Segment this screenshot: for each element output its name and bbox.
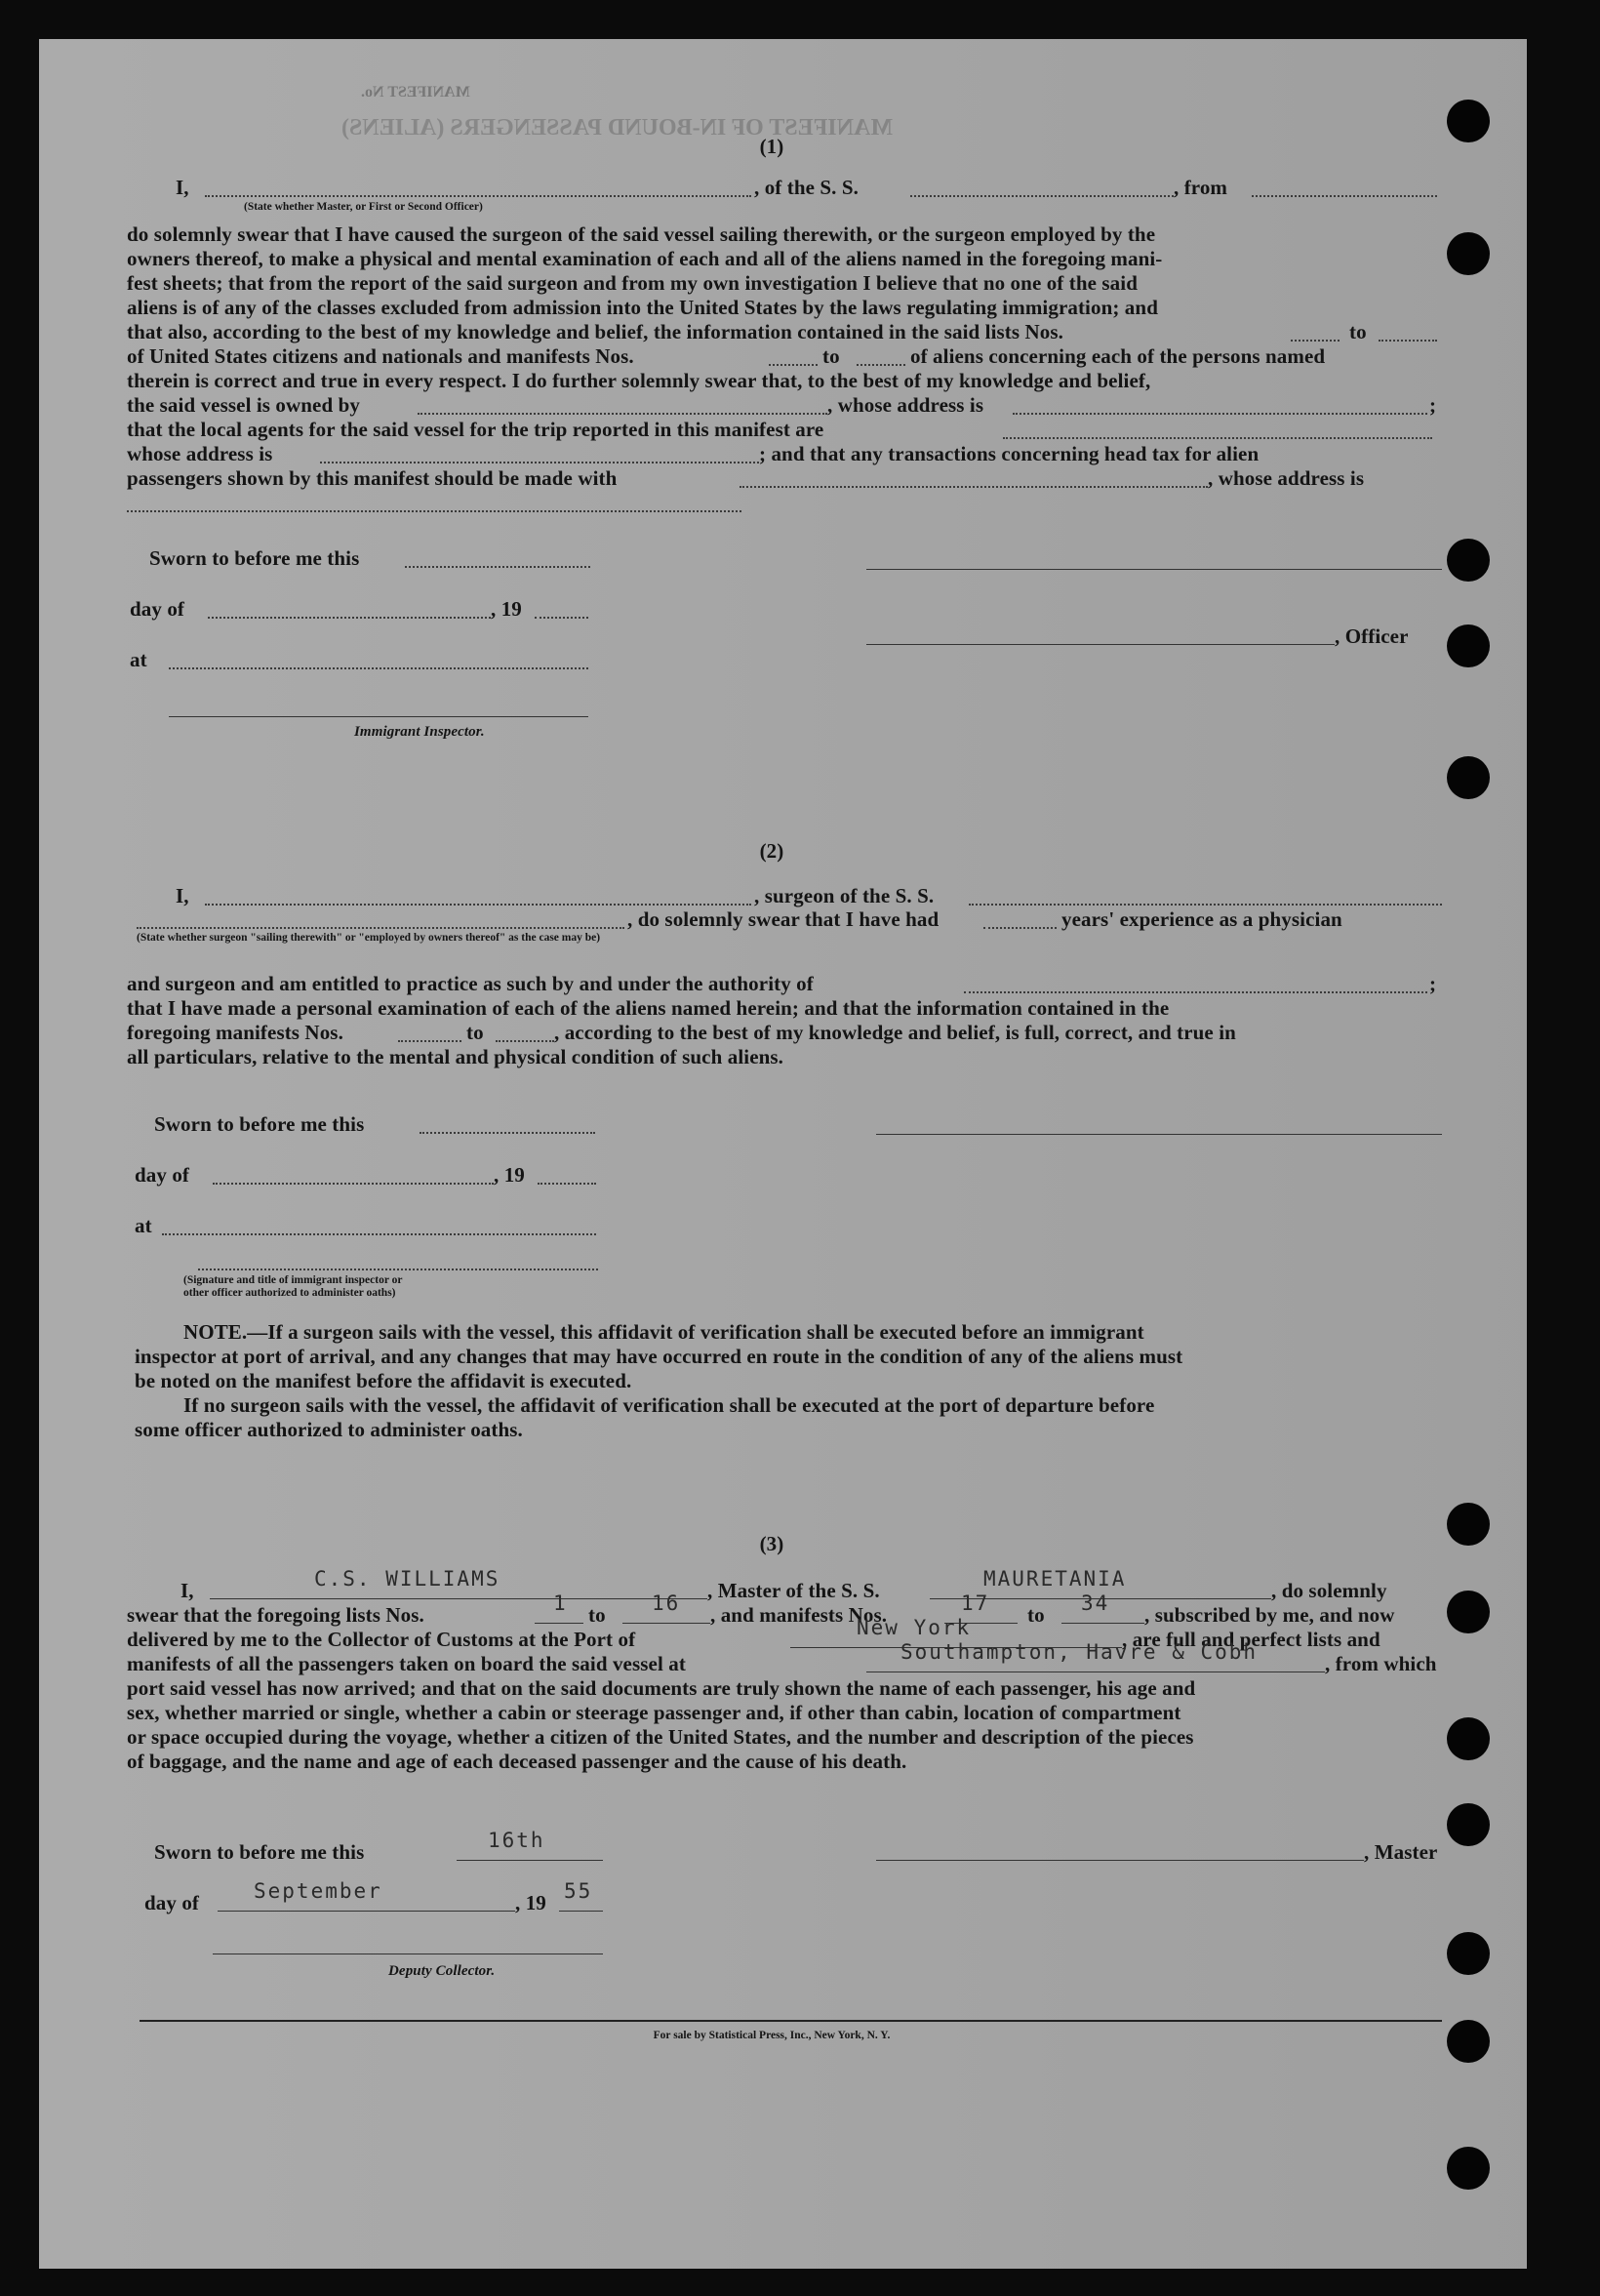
s2-signature-hint: other officer authorized to administer oaths) (183, 1287, 396, 1299)
s2-manifests-from-field[interactable] (398, 1040, 461, 1042)
s2-surgeon-signature-line[interactable] (876, 1134, 1442, 1135)
punch-hole (1447, 1591, 1490, 1633)
s3-ports-from: Southampton, Havre & Cobh (900, 1640, 1259, 1664)
s2-surgeon-of-label: , surgeon of the S. S. (754, 884, 935, 907)
s2-note-line: some officer authorized to administer oaths. (135, 1418, 523, 1441)
s3-boarded-label: manifests of all the passengers taken on board the said vessel at (127, 1652, 686, 1675)
s2-note-line: If no surgeon sails with the vessel, the affidavit of verification shall be executed at the port of departure before (183, 1393, 1155, 1417)
s1-lists-to-label: to (1349, 320, 1367, 343)
s2-semicolon: ; (1429, 972, 1437, 995)
s2-surgeon-type-field[interactable] (137, 927, 624, 929)
s3-manifest-to: 34 (1081, 1591, 1110, 1615)
s2-sworn-field[interactable] (420, 1132, 595, 1134)
punch-hole (1447, 1932, 1490, 1975)
s1-from-field[interactable] (1252, 195, 1437, 197)
s1-manifests-line: of United States citizens and nationals and manifests Nos. (127, 344, 634, 368)
s2-years-label: years' experience as a physician (1061, 907, 1342, 931)
s1-lists-to-field[interactable] (1379, 340, 1437, 342)
s2-year-field[interactable] (538, 1183, 596, 1185)
s2-day-field[interactable] (213, 1183, 494, 1185)
footer-rule (140, 2020, 1442, 2022)
s2-note-line (183, 1320, 1144, 1344)
s3-list-to-field[interactable] (622, 1623, 710, 1624)
s1-body-line: therein is correct and true in every respect. I do further solemnly swear that, to the best of my knowledge and belief, (127, 369, 1151, 392)
s1-day-of-label: day of (130, 597, 185, 621)
s2-note-text: —If a surgeon sails with the vessel, this affidavit of verification shall be executed before an immigrant (247, 1320, 1144, 1344)
s1-officer-label: , Officer (1335, 624, 1409, 648)
s3-body-line: port said vessel has now arrived; and that on the said documents are truly shown the name of each passenger, his age and (127, 1676, 1196, 1700)
s1-lists-line: that also, according to the best of my knowledge and belief, the information contained in the said lists Nos. (127, 320, 1064, 343)
s2-years-field[interactable] (983, 927, 1057, 929)
punch-hole (1447, 1717, 1490, 1760)
s2-body-line: all particulars, relative to the mental and physical condition of such aliens. (127, 1045, 784, 1068)
s2-note-label: NOTE. (183, 1320, 248, 1344)
s3-port: New York (857, 1616, 972, 1639)
s3-master-name: C.S. WILLIAMS (314, 1567, 500, 1591)
s1-officer-line[interactable] (866, 644, 1335, 645)
s2-authority-label: and surgeon and am entitled to practice as such by and under the authority of (127, 972, 814, 995)
s1-agents-label: that the local agents for the said vessel for the trip reported in this manifest are (127, 418, 824, 441)
s3-body-line: or space occupied during the voyage, whether a citizen of the United States, and the number and description of the pieces (127, 1725, 1194, 1749)
s1-agent-address-field[interactable] (320, 462, 759, 463)
s1-owner-address-field[interactable] (1013, 413, 1427, 415)
s3-body-line: sex, whether married or single, whether a cabin or steerage passenger and, if other than cabin, location of compartment (127, 1701, 1181, 1724)
s3-month: September (254, 1879, 382, 1903)
s2-manifests-label: foregoing manifests Nos. (127, 1021, 343, 1044)
s2-manifests-to-field[interactable] (496, 1040, 554, 1042)
s2-at-label: at (135, 1214, 152, 1237)
s1-master-hint: (State whether Master, or First or Second Officer) (244, 201, 483, 213)
s3-subscribed-label: , subscribed by me, and now (1144, 1603, 1395, 1627)
s3-lists-label: swear that the foregoing lists Nos. (127, 1603, 424, 1627)
s3-manifests-label: , and manifests Nos. (710, 1603, 888, 1627)
s1-year-field[interactable] (535, 617, 588, 619)
s3-year: 55 (564, 1879, 593, 1903)
s1-lists-from-field[interactable] (1291, 340, 1340, 342)
s3-deputy-label: Deputy Collector. (388, 1963, 496, 1979)
s3-sworn-label: Sworn to before me this (154, 1840, 365, 1864)
s3-manifest-from: 17 (961, 1591, 990, 1615)
s1-owner-label: the said vessel is owned by (127, 393, 360, 417)
s1-vessel-field[interactable] (910, 195, 1174, 197)
s2-body-line: that I have made a personal examination of each of the aliens named herein; and that the information contained in the (127, 996, 1170, 1020)
s2-surgeon-name-field[interactable] (205, 904, 751, 906)
s1-headtax-address-label: , whose address is (1208, 466, 1365, 490)
s3-vessel-name: MAURETANIA (983, 1567, 1127, 1591)
s3-month-field[interactable] (218, 1911, 515, 1912)
s1-manifests-to-label: to (822, 344, 840, 368)
s1-headtax-label: ; and that any transactions concerning head tax for alien (759, 442, 1260, 465)
s1-headtax-with-label: passengers shown by this manifest should be made with (127, 466, 618, 490)
manifest-number-label: MANIFEST No. (361, 84, 470, 101)
s1-headtax-address-field[interactable] (127, 510, 741, 512)
s3-port-label: delivered by me to the Collector of Customs at the Port of (127, 1628, 636, 1651)
s1-at-field[interactable] (169, 667, 588, 669)
s3-do-solemnly-label: , do solemnly (1271, 1579, 1387, 1602)
s1-officer-signature-line[interactable] (866, 569, 1442, 570)
s3-list-to-label: to (588, 1603, 606, 1627)
s3-lists-perfect-label: , are full and perfect lists and (1122, 1628, 1380, 1651)
s1-sworn-field[interactable] (405, 566, 590, 568)
s3-body-line: of baggage, and the name and age of each deceased passenger and the cause of his death. (127, 1750, 907, 1773)
s3-sworn-day: 16th (488, 1829, 545, 1852)
s2-sworn-label: Sworn to before me this (154, 1112, 365, 1136)
s1-inspector-label: Immigrant Inspector. (354, 724, 485, 740)
s3-list-to: 16 (652, 1591, 681, 1615)
s3-master-signature-line[interactable] (876, 1860, 1364, 1861)
s1-manifests-from-field[interactable] (769, 364, 818, 366)
s2-day-of-label: day of (135, 1163, 190, 1187)
s2-i-label: I, (176, 884, 189, 907)
s1-body-line: do solemnly swear that I have caused the surgeon of the said vessel sailing therewith, or the surgeon employed by the (127, 222, 1156, 246)
s1-at-label: at (130, 648, 147, 671)
s2-note-line: be noted on the manifest before the affidavit is executed. (135, 1369, 632, 1392)
s1-owner-field[interactable] (418, 413, 827, 415)
s3-i-label: I, (180, 1579, 194, 1602)
s1-owner-address-label: , whose address is (827, 393, 984, 417)
punch-hole (1447, 756, 1490, 799)
s2-year-label: , 19 (494, 1163, 525, 1187)
s1-manifests-line-end: of aliens concerning each of the persons named (910, 344, 1326, 368)
s1-headtax-with-field[interactable] (740, 486, 1208, 488)
section-3-number: (3) (759, 1532, 784, 1555)
punch-hole (1447, 232, 1490, 275)
s3-day-of-label: day of (144, 1891, 200, 1914)
s2-signature-hint: (Signature and title of immigrant inspector or (183, 1274, 403, 1286)
s3-manifest-to-label: to (1027, 1603, 1045, 1627)
s1-sworn-label: Sworn to before me this (149, 546, 360, 570)
s3-master-of-label: , Master of the S. S. (707, 1579, 880, 1602)
punch-hole (1447, 624, 1490, 667)
s2-swear-label: , do solemnly swear that I have had (627, 907, 940, 931)
s3-list-from-field[interactable] (535, 1623, 583, 1624)
s1-day-field[interactable] (208, 617, 491, 619)
s3-list-from: 1 (553, 1591, 568, 1615)
s3-master-label: , Master (1364, 1840, 1438, 1864)
s1-body-line: aliens is of any of the classes excluded from admission into the United States by the laws regulating immigration; and (127, 296, 1158, 319)
s1-manifests-to-field[interactable] (857, 364, 905, 366)
ghost-title: MANIFEST OF IN-BOUND PASSENGERS (ALIENS) (341, 115, 893, 141)
s3-manifest-to-field[interactable] (1061, 1623, 1144, 1624)
s1-body-line: owners thereof, to make a physical and mental examination of each and all of the aliens named in the foregoing mani- (127, 247, 1163, 270)
punch-hole (1447, 539, 1490, 582)
s1-semicolon: ; (1429, 393, 1437, 417)
s1-from-label: , from (1174, 176, 1228, 199)
s2-manifests-to-label: to (466, 1021, 484, 1044)
s2-signature-field[interactable] (198, 1269, 598, 1270)
s3-from-which-label: , from which (1325, 1652, 1437, 1675)
s2-vessel-field[interactable] (969, 904, 1442, 906)
s3-year-field[interactable] (559, 1911, 603, 1912)
section-2-number: (2) (759, 839, 784, 863)
s1-body-line: fest sheets; that from the report of the said surgeon and from my own investigation I believe that no one of the said (127, 271, 1138, 295)
s1-year-label: , 19 (491, 597, 522, 621)
s2-body-line: , according to the best of my knowledge and belief, is full, correct, and true in (554, 1021, 1236, 1044)
section-1-number: (1) (759, 135, 784, 158)
s1-inspector-signature-line[interactable] (169, 716, 588, 717)
s2-at-field[interactable] (162, 1233, 596, 1235)
printer-credit: For sale by Statistical Press, Inc., New York, N. Y. (653, 2030, 891, 2041)
punch-hole (1447, 2147, 1490, 2190)
s2-authority-field[interactable] (964, 991, 1427, 993)
s1-of-ss-label: , of the S. S. (754, 176, 859, 199)
s1-agent-address-label: whose address is (127, 442, 273, 465)
s1-agents-field[interactable] (1003, 437, 1432, 439)
s3-sworn-field[interactable] (457, 1860, 603, 1861)
s1-officer-name-field[interactable] (205, 195, 751, 197)
manifest-page (39, 39, 1527, 2269)
s2-note-line: inspector at port of arrival, and any changes that may have occurred en route in the condition of any of the aliens must (135, 1345, 1183, 1368)
s3-master-name-field[interactable] (210, 1598, 707, 1599)
s1-i-label: I, (176, 176, 189, 199)
punch-hole (1447, 1803, 1490, 1846)
s3-year-label: , 19 (515, 1891, 546, 1914)
s2-surgeon-hint: (State whether surgeon "sailing therewith" or "employed by owners thereof" as the case may be) (137, 932, 601, 944)
